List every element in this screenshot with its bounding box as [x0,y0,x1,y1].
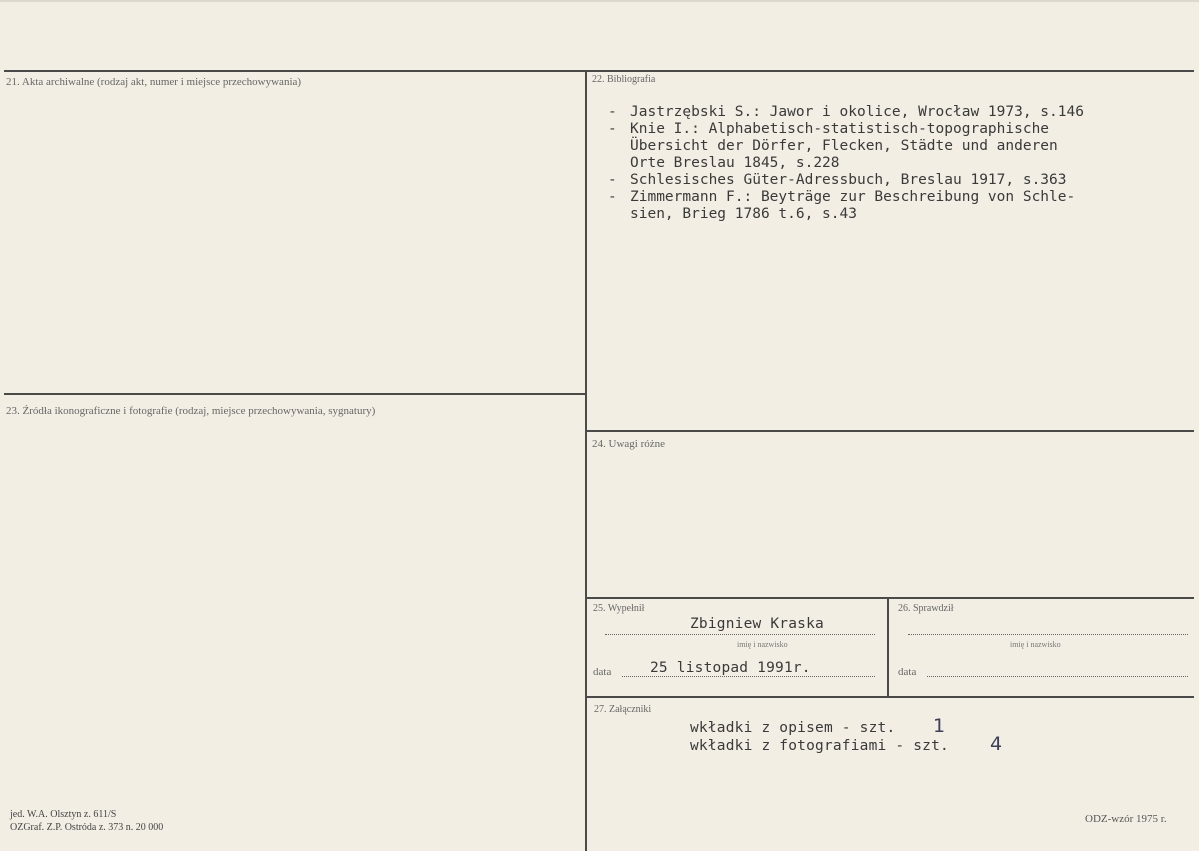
filled-by-date: 25 listopad 1991r. [650,660,811,676]
bibliography-dash: - [608,121,617,137]
center-vertical-rule [585,70,587,851]
attachments-line-1: wkładki z opisem - szt. [690,720,896,736]
bibliography-item [608,189,1188,223]
attachments-count-1: 1 [933,715,946,737]
checked-by-name-caption: imię i nazwisko [1010,640,1061,649]
filled-by-name: Zbigniew Kraska [690,616,824,632]
bibliography-item [608,104,1188,121]
bibliography-dash: - [608,172,617,188]
bibliography-dash: - [608,104,617,120]
bibliography-text: Jastrzębski S.: Jawor i okolice, Wrocław 1973, s.146 [630,104,1084,120]
right-rule-24 [586,430,1194,432]
filled-by-date-label: data [593,666,612,678]
bibliography-list [608,104,1188,223]
field-27-label: 27. Załączniki [594,704,652,715]
rule-25-26-divider [887,597,889,697]
field-26-label: 26. Sprawdził [898,603,954,614]
top-edge [0,0,1199,2]
bibliography-text: Schlesisches Güter-Adressbuch, Breslau 1917, s.363 [630,172,1067,188]
bibliography-text: Zimmermann F.: Beyträge zur Beschreibung von Schle- sien, Brieg 1786 t.6, s.43 [630,189,1076,222]
form-model-note: ODZ-wzór 1975 r. [1085,813,1167,825]
filled-by-name-line [605,634,875,635]
field-21-label: 21. Akta archiwalne (rodzaj akt, numer i miejsce przechowywania) [6,76,302,88]
bibliography-item [608,172,1188,189]
field-22-label: 22. Bibliografia [592,74,656,85]
right-rule-27 [586,696,1194,698]
bibliography-text: Knie I.: Alphabetisch-statistisch-topographische Übersicht der Dörfer, Flecken, Städte und anderen Orte Breslau 1845, s.228 [630,121,1058,171]
checked-by-name-line [908,634,1188,635]
bibliography-item [608,121,1188,172]
field-24-label: 24. Uwagi różne [592,438,666,450]
right-rule-25 [586,597,1194,599]
printer-imprint-line-2: OZGraf. Z.P. Ostróda z. 373 n. 20 000 [10,822,164,833]
filled-by-name-caption: imię i nazwisko [737,640,788,649]
checked-by-date-line [927,676,1188,677]
field-25-label: 25. Wypełnił [593,603,645,614]
bibliography-dash: - [608,189,617,205]
checked-by-date-label: data [898,666,917,678]
attachments-count-2: 4 [990,733,1003,755]
left-middle-rule [4,393,586,395]
top-rule [4,70,1194,72]
filled-by-date-line [622,676,875,677]
field-23-label: 23. Źródła ikonograficzne i fotografie (rodzaj, miejsce przechowywania, sygnatury) [6,405,376,417]
attachments-line-2: wkładki z fotografiami - szt. [690,738,949,754]
printer-imprint-line-1: jed. W.A. Olsztyn z. 611/S [10,809,117,820]
